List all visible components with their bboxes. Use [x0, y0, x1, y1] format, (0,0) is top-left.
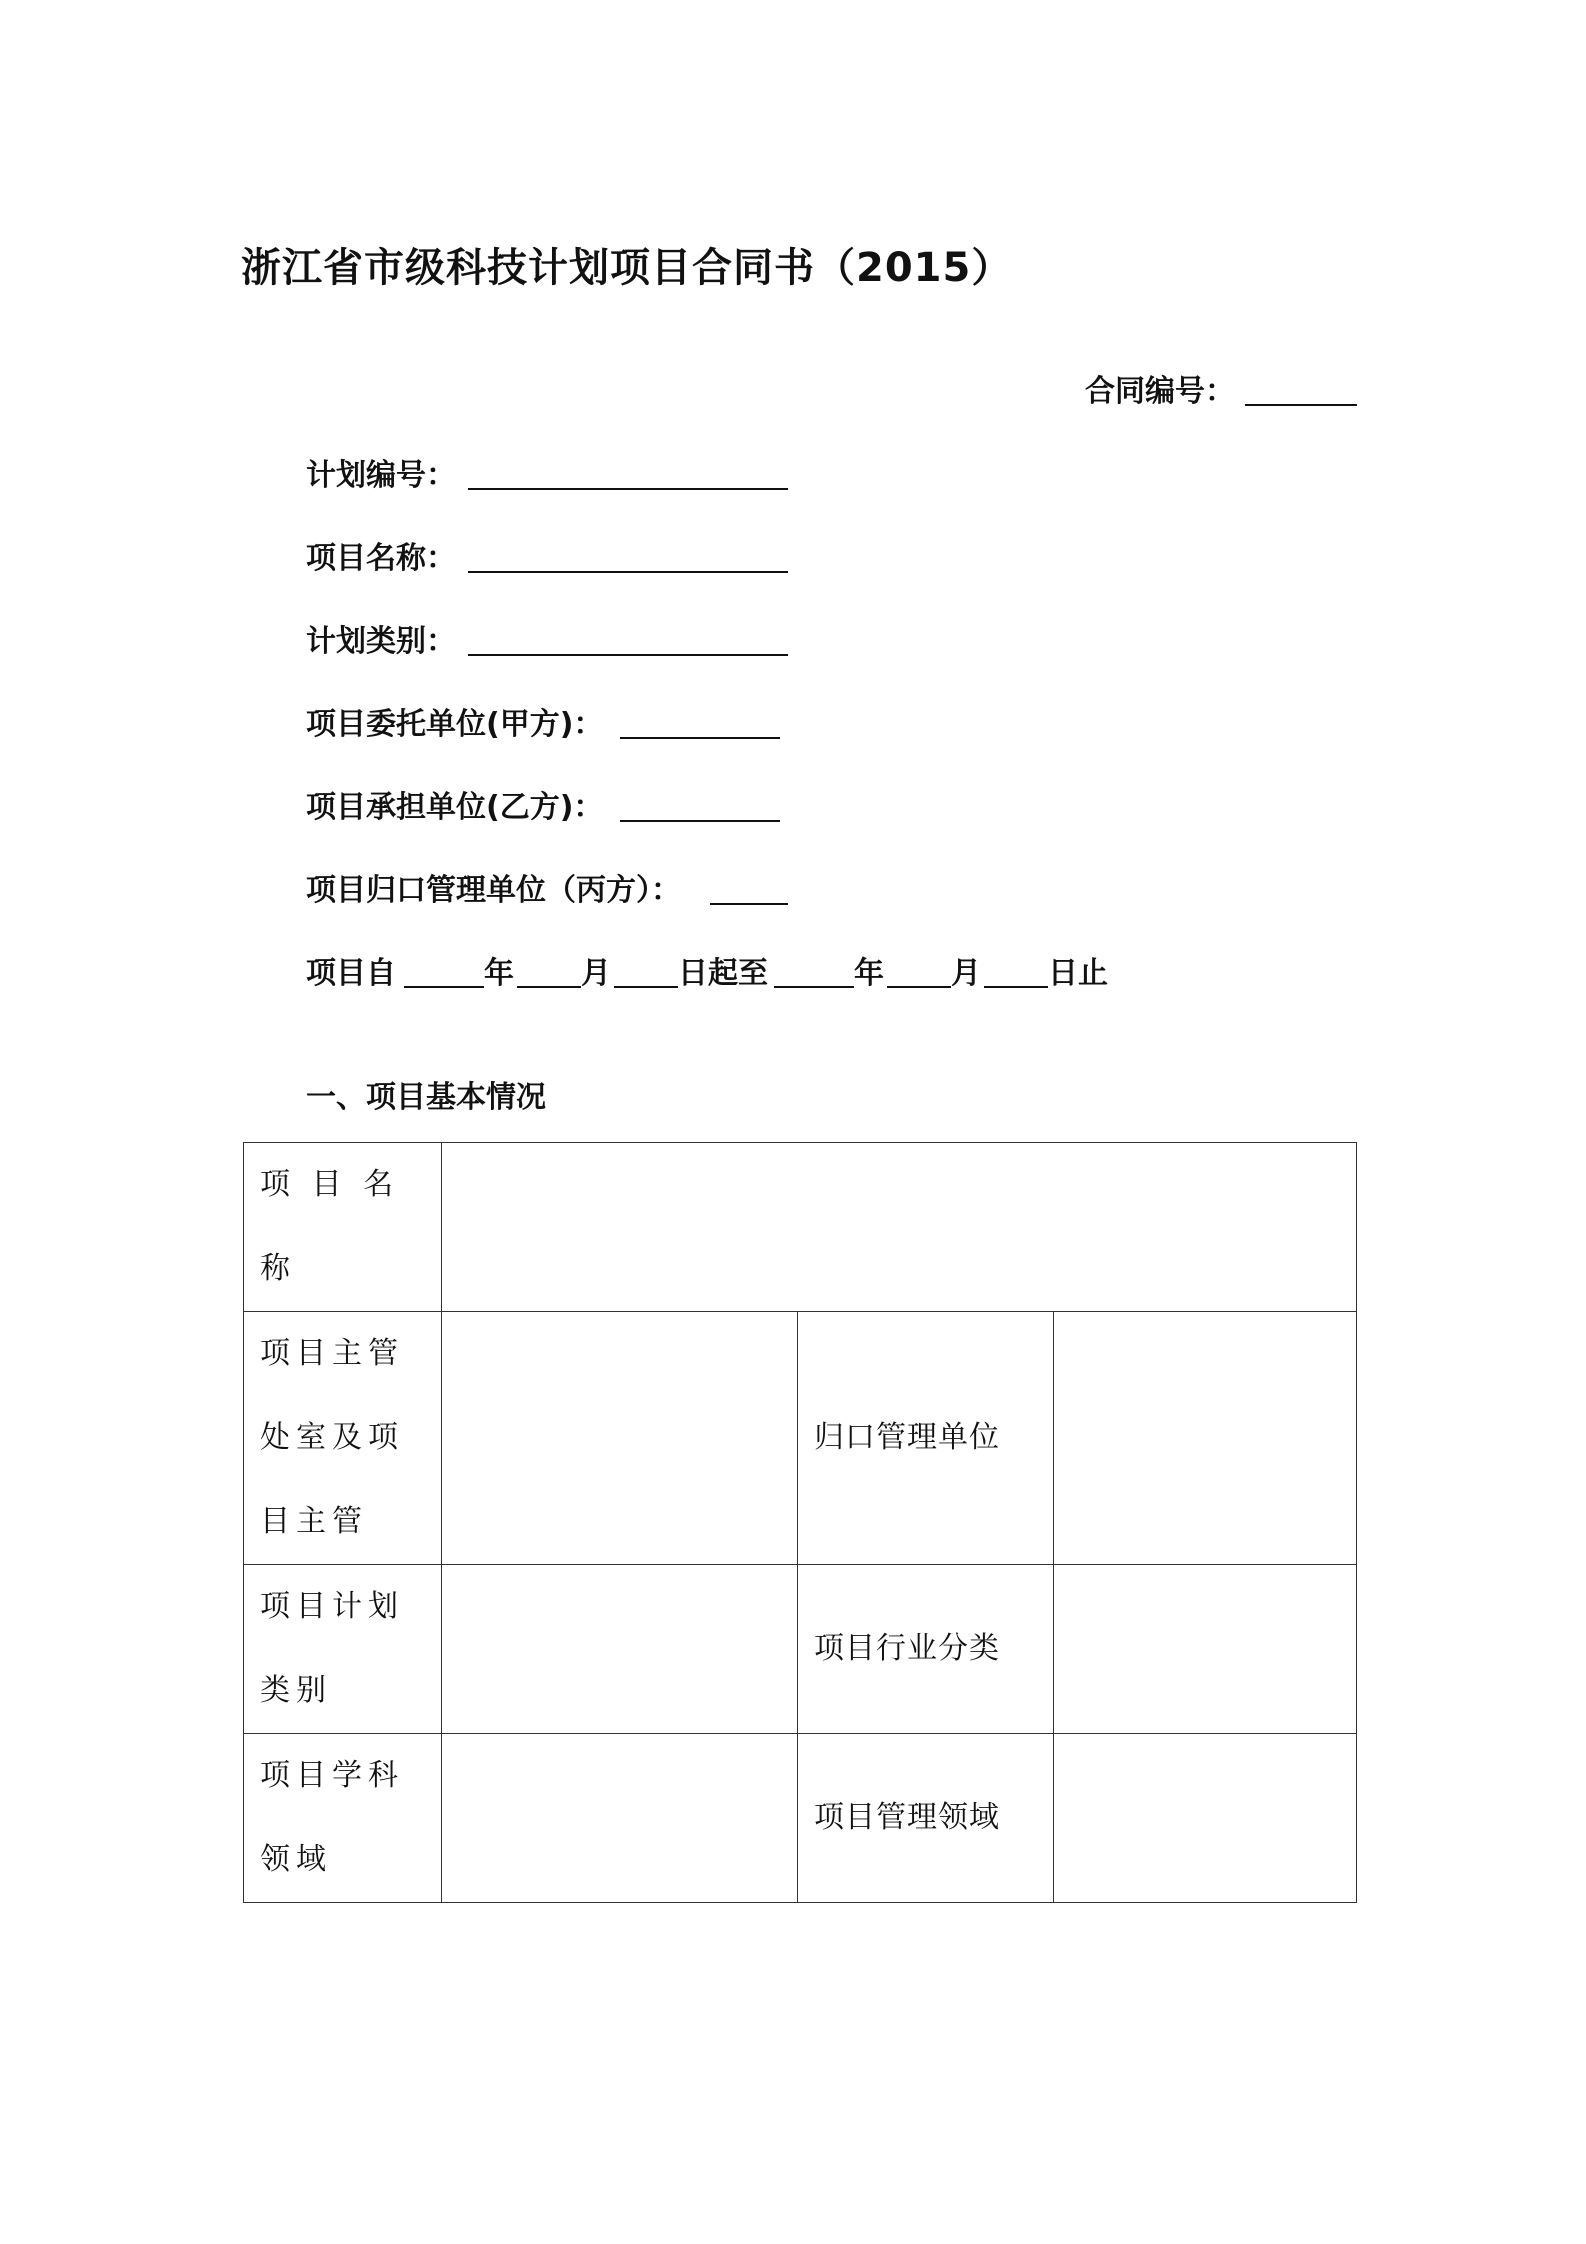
- management-unit-value-cell[interactable]: [1054, 1312, 1357, 1565]
- management-domain-value-cell[interactable]: [1054, 1734, 1357, 1903]
- project-name-label: 项目名称：: [306, 541, 456, 576]
- section-title: 一、项目基本情况: [306, 1080, 546, 1115]
- end-day-blank[interactable]: [984, 986, 1048, 988]
- label-cell: [244, 1565, 442, 1734]
- party-b-label: 项目承担单位(乙方)：: [306, 790, 604, 825]
- supervisor-cell-label: 项目主管处室及项目主管: [260, 1336, 404, 1539]
- management-unit-label: 归口管理单位: [814, 1420, 1000, 1455]
- label-cell: [798, 1312, 1054, 1565]
- discipline-value-cell[interactable]: [442, 1734, 798, 1903]
- table-row: [244, 1734, 1357, 1903]
- party-c-label: 项目归口管理单位（丙方）：: [306, 873, 681, 908]
- party-b-blank[interactable]: [620, 820, 780, 822]
- label-cell: [798, 1734, 1054, 1903]
- plan-no-label: 计划编号：: [306, 458, 456, 493]
- plan-category-value-cell[interactable]: [442, 1565, 798, 1734]
- discipline-cell-label: 项目学科领域: [260, 1758, 404, 1877]
- table-row: [244, 1565, 1357, 1734]
- management-domain-label: 项目管理领域: [814, 1800, 1000, 1835]
- plan-category-cell-label: 项目计划类别: [260, 1589, 404, 1708]
- start-year-label: 年: [484, 956, 514, 991]
- document-title: 浙江省市级科技计划项目合同书（2015）: [241, 245, 1013, 291]
- contract-no-blank[interactable]: [1245, 404, 1357, 406]
- end-year-blank[interactable]: [774, 986, 854, 988]
- label-cell: [244, 1143, 442, 1312]
- label-cell: [244, 1734, 442, 1903]
- start-day-blank[interactable]: [614, 986, 678, 988]
- project-name-value-cell[interactable]: [442, 1143, 1357, 1312]
- contract-no-label: 合同编号：: [1085, 374, 1235, 409]
- industry-category-value-cell[interactable]: [1054, 1565, 1357, 1734]
- end-year-label: 年: [854, 956, 884, 991]
- table-row: [244, 1312, 1357, 1565]
- party-c-blank[interactable]: [710, 903, 788, 905]
- supervisor-value-cell[interactable]: [442, 1312, 798, 1565]
- industry-category-label: 项目行业分类: [814, 1631, 1000, 1666]
- label-cell: [244, 1312, 442, 1565]
- label-cell: [798, 1565, 1054, 1734]
- end-day-label: 日止: [1048, 956, 1108, 991]
- end-month-label: 月: [951, 956, 981, 991]
- table-row: [244, 1143, 1357, 1312]
- project-name-blank[interactable]: [468, 571, 788, 573]
- start-year-blank[interactable]: [404, 986, 484, 988]
- plan-no-blank[interactable]: [468, 488, 788, 490]
- project-info-table: [243, 1142, 1357, 1903]
- party-a-label: 项目委托单位(甲方)：: [306, 707, 604, 742]
- party-a-blank[interactable]: [620, 737, 780, 739]
- end-month-blank[interactable]: [887, 986, 951, 988]
- start-month-label: 月: [581, 956, 611, 991]
- plan-category-blank[interactable]: [468, 654, 788, 656]
- date-prefix: 项目自: [306, 956, 396, 991]
- start-day-label: 日起至: [678, 956, 768, 991]
- plan-category-label: 计划类别：: [306, 624, 456, 659]
- project-name-cell-label: 项 目 名称: [260, 1167, 400, 1286]
- start-month-blank[interactable]: [517, 986, 581, 988]
